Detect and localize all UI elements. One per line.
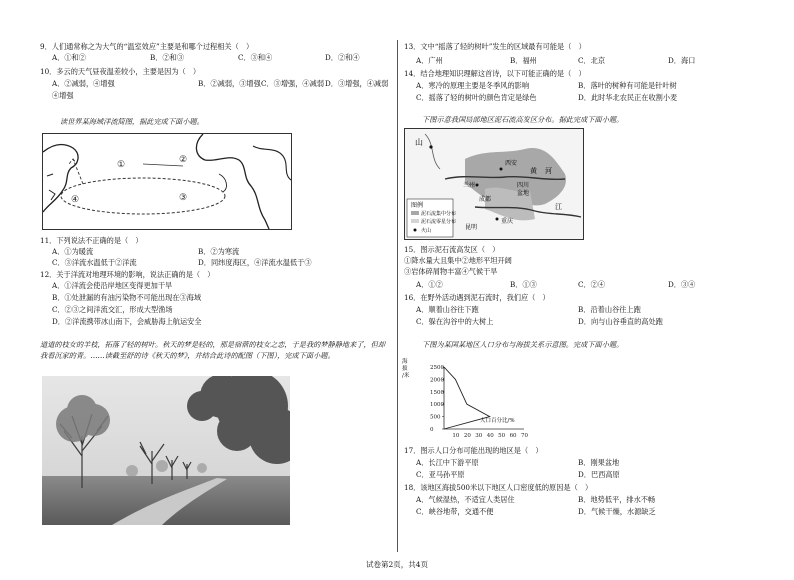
label-3: ③ (179, 193, 188, 203)
intro-ocean-current: 读世界某海域洋流简图，据此完成下面小题。 (60, 117, 204, 126)
intro-debris-flow: 下图示意我国局部地区泥石流高发区分布。据此完成下面小题。 (422, 115, 624, 124)
q16-opt-d: D．向与山谷垂直的高处跑 (578, 317, 663, 326)
q10-stem: 10．多云的天气昼夜温差较小，主要是因为（ ） (40, 67, 201, 76)
q12-opt-a: A．①洋流会使沿岸地区变得更加干旱 (52, 281, 173, 290)
q9-opt-c: C．③和④ (238, 53, 273, 62)
q14-opt-d: D．此时华北农民正在收割小麦 (578, 93, 678, 102)
y-tick-label: 500 (430, 414, 441, 421)
chart-ylabel-1: 海 (402, 359, 408, 365)
q10-opt-b: B．②减弱，③增强 (198, 79, 261, 88)
legend-sparse: 泥石流零星分布 (421, 219, 457, 225)
q15-items-1: ①降水量大且集中②地形平坦开阔 (404, 256, 512, 265)
q17-stem: 17．图示人口分布可能出现的地区是（ ） (404, 446, 543, 455)
label-4: ④ (71, 195, 80, 205)
x-tick-label: 70 (521, 433, 528, 439)
x-tick-label: 30 (475, 433, 483, 439)
map-island-east (219, 174, 226, 192)
label-1: ① (117, 160, 126, 170)
q11-opt-c: C．③洋流水温低于②洋流 (52, 258, 137, 267)
q17-opt-c: C．亚马孙平原 (416, 470, 465, 479)
q18-opt-a: A．气候湿热，不适宜人类居住 (416, 495, 515, 504)
ocean-current-map-svg (43, 134, 291, 229)
y-tick-label: 1000 (430, 402, 444, 409)
q13-opt-d: D．海口 (668, 56, 696, 65)
q11-opt-d: D．同纬度海区，④洋流水温低于③ (198, 258, 312, 267)
legend-volcano-dot (414, 229, 417, 232)
q10-opt-a: A．②减弱，④增强 (52, 79, 115, 88)
x-tick-label: 20 (463, 433, 471, 439)
y-tick-label: 2000 (430, 377, 444, 384)
chart-xlabel: 人口百分比/% (480, 418, 515, 424)
q11-stem: 11．下列说法不正确的是（ ） (40, 236, 143, 245)
q16-opt-c: C．躲在沟谷中的大树上 (416, 317, 494, 326)
map-label-lanzhou: 兰州 (463, 182, 476, 189)
q14-opt-c: C．摇落了轻的树叶的颜色肯定是绿色 (416, 93, 537, 102)
y-tick-label: 0 (430, 427, 434, 433)
q11-opt-b: B．②为寒流 (198, 247, 240, 256)
map-islands-west (47, 174, 55, 200)
population-chart (400, 355, 530, 443)
q13-opt-a: A．广州 (416, 56, 443, 65)
q14-stem: 14．结合地理知识理解这首诗，以下可能正确的是（ ） (404, 69, 586, 78)
city-dot-lanzhou (476, 184, 479, 187)
x-tick-label: 50 (498, 433, 506, 439)
q15-opt-d: D．③④ (668, 280, 696, 289)
q17-opt-d: D．巴西高原 (578, 470, 620, 479)
legend-title: 图例 (411, 202, 424, 209)
debris-flow-map-svg (405, 129, 583, 239)
q11-opt-a: A．①为暖流 (52, 247, 94, 256)
volcano-dot (429, 145, 432, 148)
x-tick-label: 40 (486, 433, 494, 439)
q13-stem: 13．文中“摇落了轻的树叶”发生的区域最有可能是（ ） (404, 42, 586, 51)
y-tick-label: 2500 (430, 365, 444, 371)
q16-opt-a: A．顺着山谷往下跑 (416, 305, 479, 314)
legend-swatch-sparse (411, 219, 419, 223)
q12-stem: 12．关于洋流对地理环境的影响，说法正确的是（ ） (40, 270, 215, 279)
intro-poem: 道道的枝女的羊枝，拓落了轻的树叶。秋天的梦是轻的，那是宿蓿的枝女之恋，于是我的梦静静地来了，但却我看沉家的青。……读截至舒的诗《秋天的梦》，并结合此诗的配图（下图），完成下面小题。 (40, 340, 386, 360)
legend-dense: 泥石流集中分布 (421, 211, 457, 217)
q9-stem: 9．人们通常称之为大气的“温室效应”主要是和哪个过程相关（ ） (40, 42, 254, 51)
y-tick-label: 1500 (430, 389, 444, 396)
q13-opt-c: C．北京 (578, 56, 606, 65)
q14-opt-b: B．落叶的树种有可能是针叶树 (578, 81, 677, 90)
map-label-kunming: 昆明 (465, 224, 478, 231)
map-label-jiang: 江 (555, 203, 562, 211)
q18-opt-b: B．地势低平，排水不畅 (578, 495, 656, 504)
map-label-chengdu: 成都 (479, 196, 492, 203)
q18-stem: 18．该地区海拔500米以下地区人口密度低的原因是（ ） (404, 483, 593, 492)
q17-opt-a: A．长江中下游平原 (416, 458, 479, 467)
q14-opt-a: A．寒冷的原理主要是冬季风的影响 (416, 81, 530, 90)
map-label-shan: 山 (415, 138, 423, 147)
q15-opt-b: B．①③ (510, 280, 537, 289)
population-chart-svg (400, 355, 530, 443)
autumn-photo (42, 376, 290, 525)
q18-opt-c: C．峡谷地带，交通不便 (416, 507, 494, 516)
q10-opt-d: D．③增强，④减弱 (325, 79, 389, 88)
q10-opt-c: C．③增强，④减弱 (261, 79, 325, 88)
ocean-current-map (42, 133, 292, 230)
label-2: ② (179, 155, 188, 165)
autumn-photo-svg (42, 376, 290, 525)
map-coast-east2 (253, 146, 291, 180)
q15-items-2: ③岩体碎屑物丰富④气候干旱 (404, 267, 498, 276)
q9-opt-d: D．②和④ (325, 53, 360, 62)
q12-opt-b: B．①处泄漏的有油污染物不可能出现在③海域 (52, 293, 202, 302)
q16-opt-b: B．沿着山谷往上跑 (578, 305, 641, 314)
chart-ylabel-3: /米 (402, 373, 410, 379)
map-label-pendi: 盆地 (517, 190, 530, 197)
current-gyre (61, 178, 225, 214)
q13-opt-b: B．福州 (510, 56, 537, 65)
q12-opt-c: C．②③之间洋流交汇，形成大型渔场 (52, 305, 173, 314)
legend-volcano: 火山 (421, 228, 432, 234)
q16-stem: 16．在野外活动遇到泥石流时，我们应（ ） (404, 293, 550, 302)
legend-swatch-dense (411, 211, 419, 215)
q12-opt-d: D．②洋流携带冰山南下，会威胁海上航运安全 (52, 317, 202, 326)
current-arrow-upper (143, 164, 183, 166)
x-tick-label: 60 (509, 433, 517, 439)
q15-opt-a: A．①② (416, 280, 443, 289)
map-label-huang: 黄 (530, 167, 537, 175)
map-label-he: 河 (545, 167, 552, 175)
q15-opt-c: C．②④ (578, 280, 606, 289)
city-dot-chongqing (496, 218, 499, 221)
city-dot-xian (500, 168, 503, 171)
q17-opt-b: B．刚果盆地 (578, 458, 620, 467)
q10-opt-d-cont: ④增强 (52, 91, 74, 100)
border-line (425, 134, 440, 169)
page-footer: 试卷第2页，共4页 (365, 560, 429, 569)
map-label-sichuan: 四川 (517, 182, 530, 189)
map-label-chongqing: 重庆 (501, 218, 514, 225)
q15-stem: 15．图示泥石流高发区（ ） (404, 245, 500, 254)
x-tick-label: 10 (452, 433, 460, 439)
intro-population: 下图为某国某地区人口分布与海拔关系示意图。完成下面小题。 (422, 340, 624, 349)
q9-opt-a: A．①和② (52, 53, 86, 62)
q18-opt-d: D．气候干燥，水源缺乏 (578, 507, 656, 516)
column-divider (397, 40, 398, 552)
q9-opt-b: B．②和③ (150, 53, 185, 62)
debris-flow-map (404, 128, 584, 240)
map-label-xian: 西安 (505, 160, 518, 167)
chart-ylabel-2: 拔 (402, 366, 408, 372)
